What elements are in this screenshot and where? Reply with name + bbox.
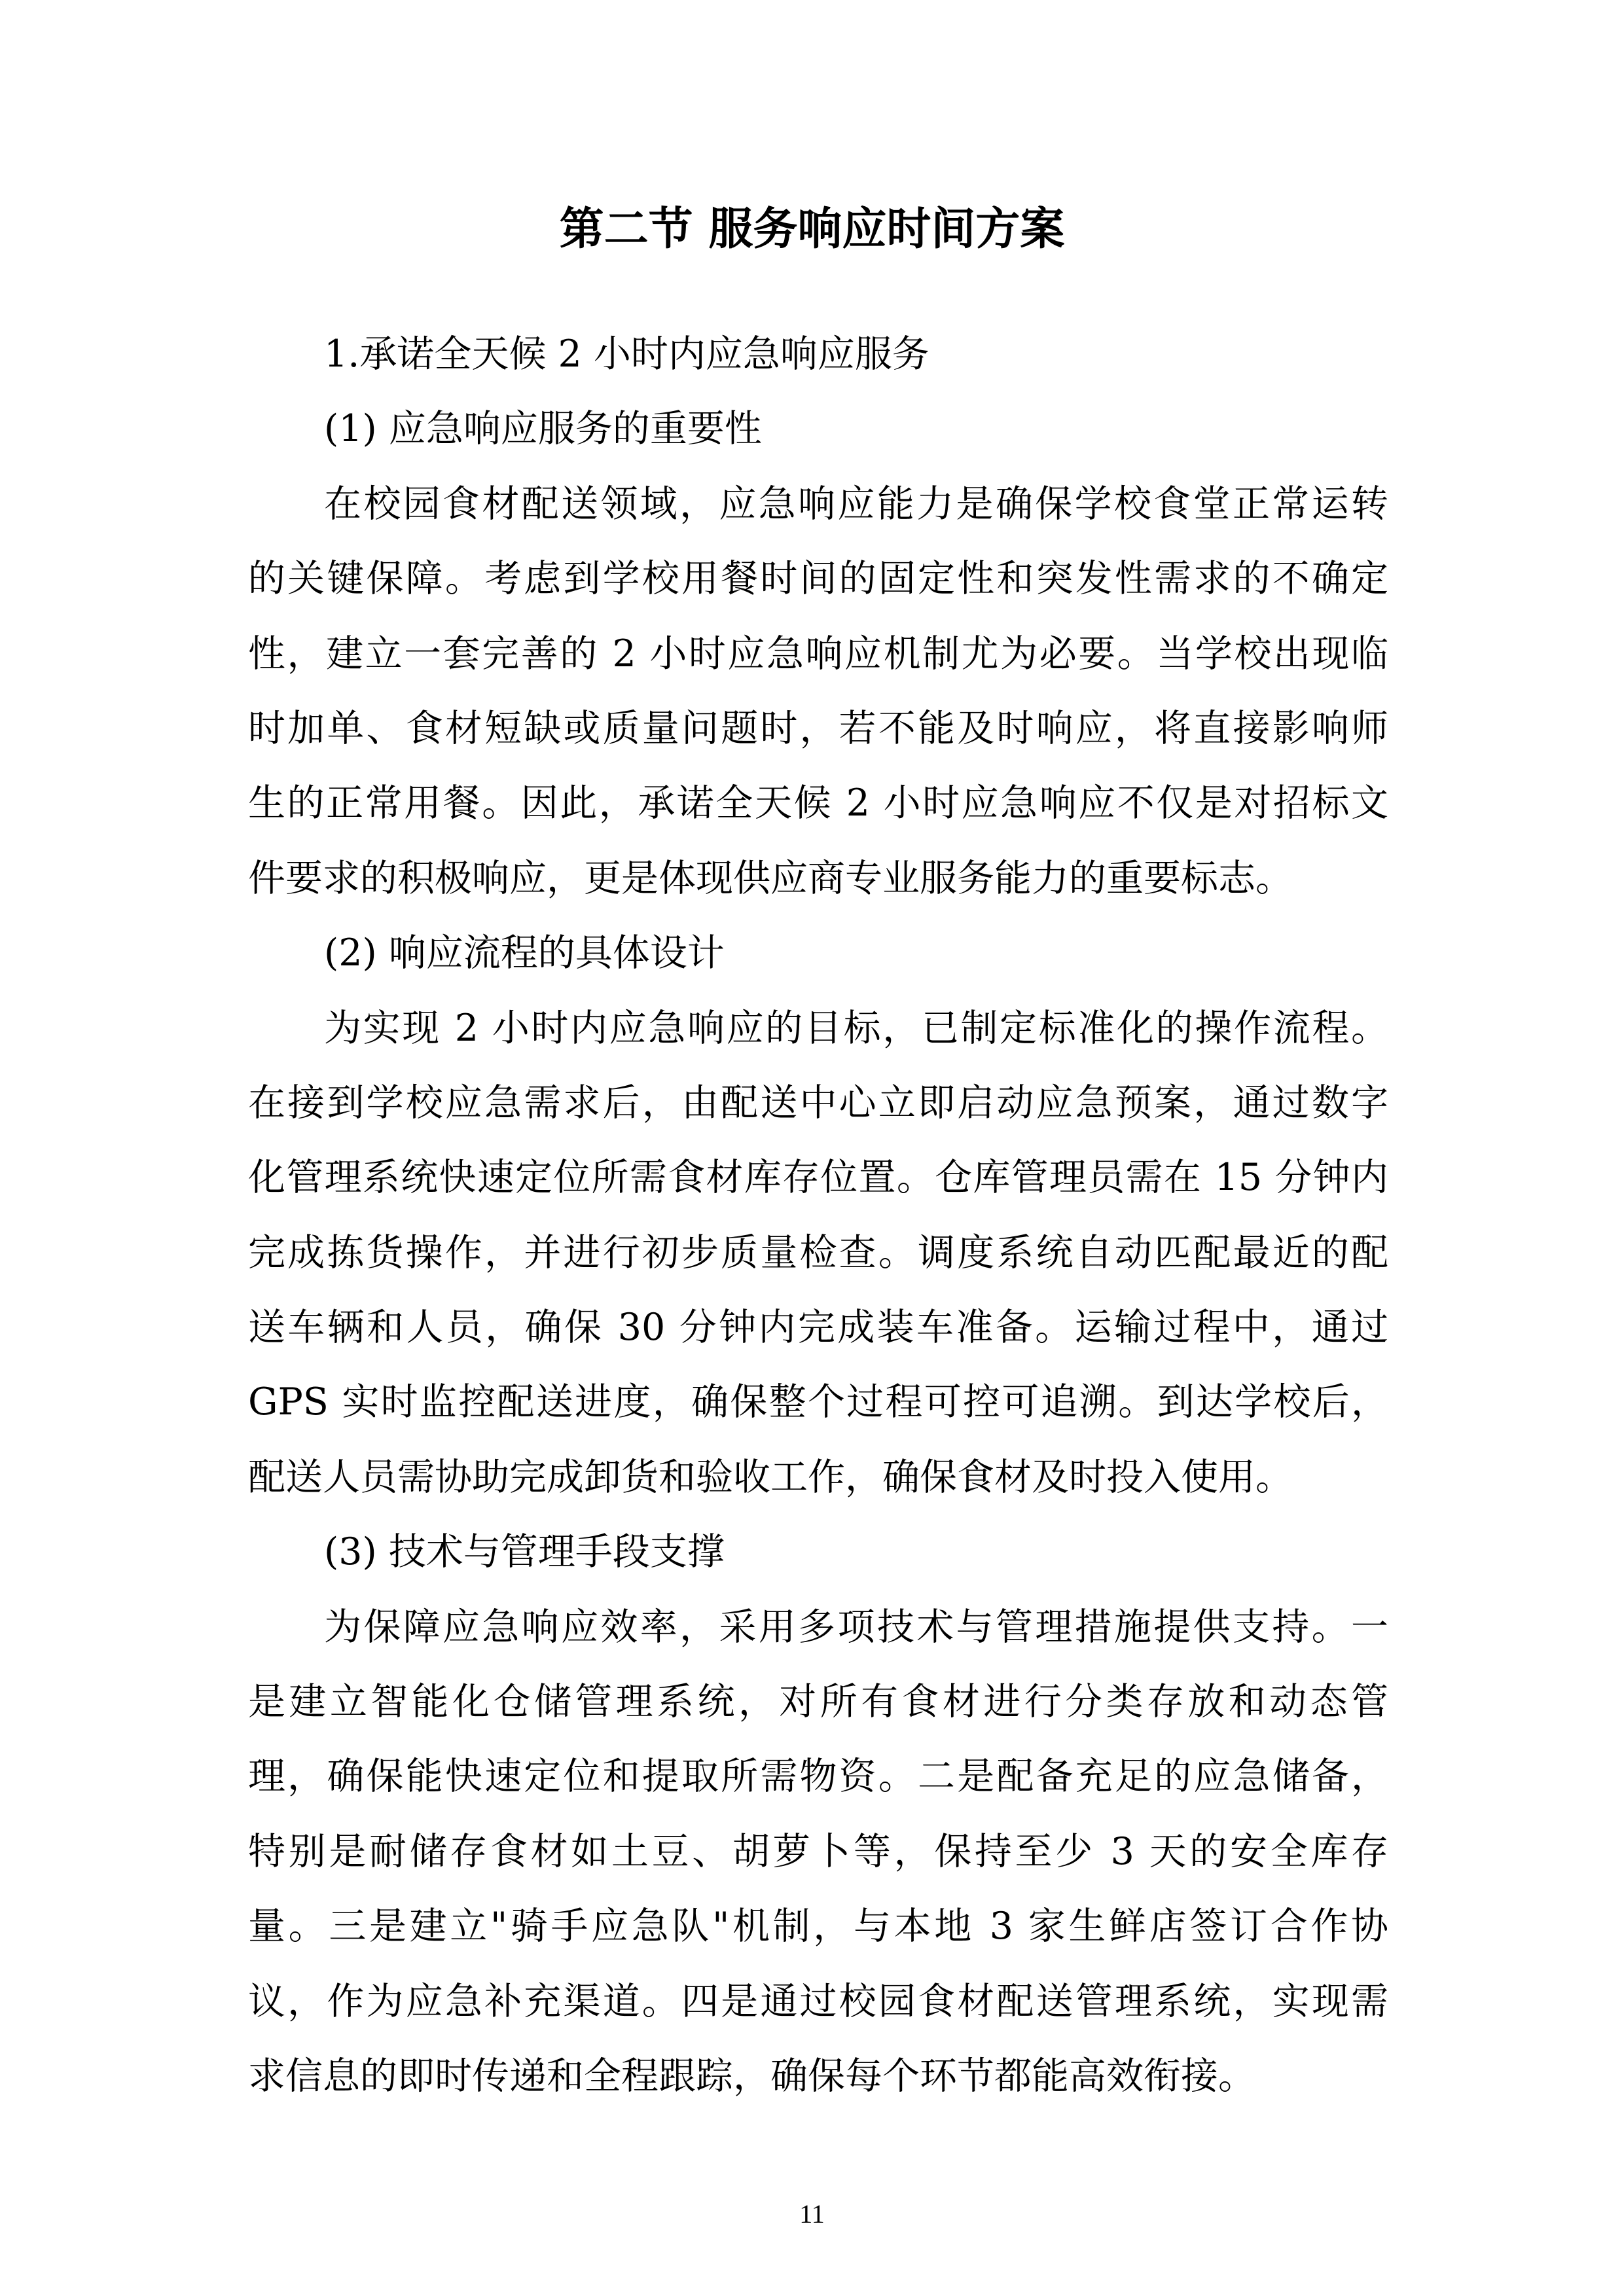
subsection [248,1515,1388,2113]
page-number: 11 [799,2199,825,2229]
subsection-heading: (2) 响应流程的具体设计 [324,931,725,975]
paragraph-line: 在接到学校应急需求后，由配送中心立即启动应急预案，通过数字 [248,1081,1388,1124]
subsection [248,391,1388,916]
paragraph-line: 求信息的即时传递和全程跟踪，确保每个环节都能高效衔接。 [248,2054,1255,2098]
paragraph-line: 议，作为应急补充渠道。四是通过校园食材配送管理系统，实现需 [248,1979,1388,2023]
sections [248,391,1388,2113]
subsection-heading: (3) 技术与管理手段支撑 [324,1530,725,1574]
paragraph-line: 量。三是建立"骑手应急队"机制，与本地 3 家生鲜店签订合作协 [248,1905,1388,1948]
paragraph-line: 送车辆和人员，确保 30 分钟内完成装车准备。运输过程中，通过 [248,1306,1388,1350]
subsection [248,916,1388,1515]
paragraph-line: 理，确保能快速定位和提取所需物资。二是配备充足的应急储备， [248,1755,1388,1799]
paragraph-line: 特别是耐储存食材如土豆、胡萝卜等，保持至少 3 天的安全库存 [248,1829,1388,1873]
document-body [248,317,1388,2113]
paragraph-line: 化管理系统快速定位所需食材库存位置。仓库管理员需在 15 分钟内 [248,1156,1388,1200]
paragraph-line: 的关键保障。考虑到学校用餐时间的固定性和突发性需求的不确定 [248,557,1388,601]
paragraph-line: 在校园食材配送领域，应急响应能力是确保学校食堂正常运转 [324,482,1388,526]
paragraph-line: 时加单、食材短缺或质量问题时，若不能及时响应，将直接影响师 [248,706,1388,750]
paragraph-line: 是建立智能化仓储管理系统，对所有食材进行分类存放和动态管 [248,1680,1388,1724]
paragraph-line: 配送人员需协助完成卸货和验收工作，确保食材及时投入使用。 [248,1455,1293,1499]
paragraph-line: 性，建立一套完善的 2 小时应急响应机制尤为必要。当学校出现临 [248,632,1388,675]
paragraph-line: GPS 实时监控配送进度，确保整个过程可控可追溯。到达学校后， [248,1380,1388,1424]
paragraph-line: 为实现 2 小时内应急响应的目标，已制定标准化的操作流程。 [324,1006,1388,1050]
section-title: 第二节 服务响应时间方案 [559,203,1065,255]
heading-1: 1.承诺全天候 2 小时内应急响应服务 [324,332,929,376]
paragraph-line: 完成拣货操作，并进行初步质量检查。调度系统自动匹配最近的配 [248,1230,1388,1274]
paragraph-line: 件要求的积极响应，更是体现供应商专业服务能力的重要标志。 [248,856,1293,900]
paragraph-line: 为保障应急响应效率，采用多项技术与管理措施提供支持。一 [324,1605,1388,1649]
subsection-heading: (1) 应急响应服务的重要性 [324,407,762,451]
paragraph-line: 生的正常用餐。因此，承诺全天候 2 小时应急响应不仅是对招标文 [248,781,1388,825]
